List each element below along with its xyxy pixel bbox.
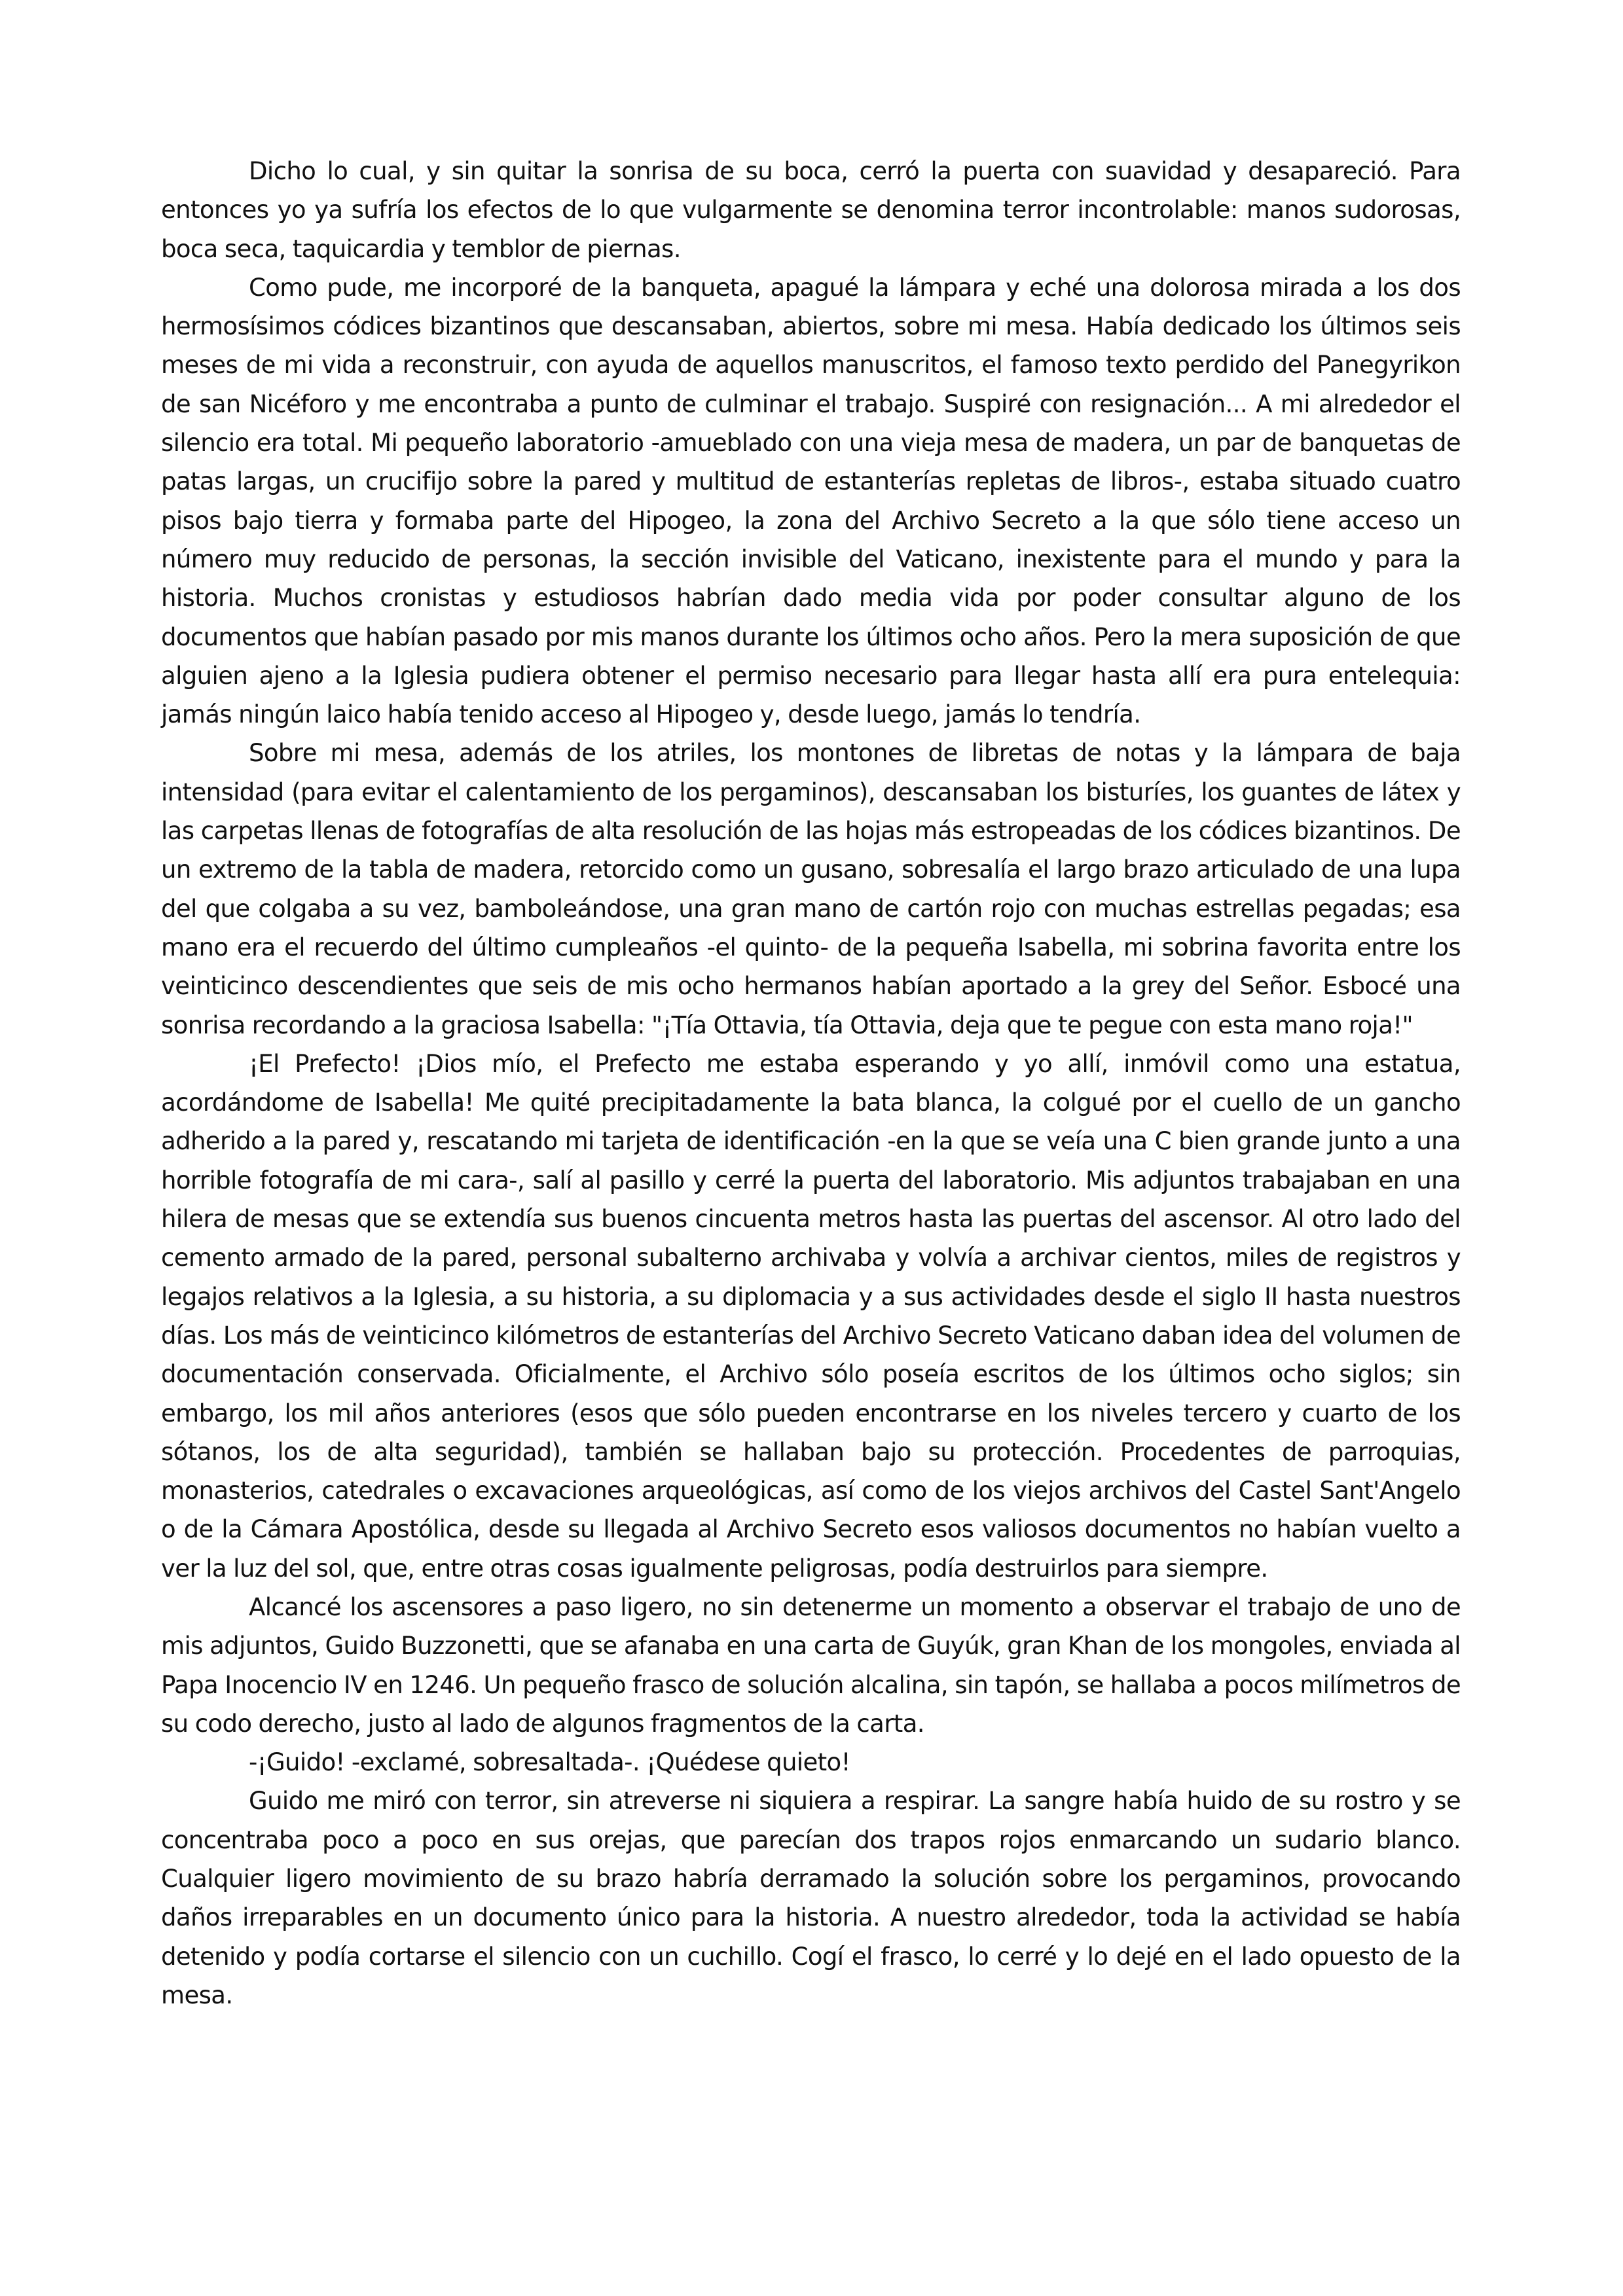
body-text	[161, 152, 1461, 2015]
paragraph-5: Alcancé los ascensores a paso ligero, no sin detenerme un momento a observar el trabajo de uno de mis adjuntos, Guido Buzzonetti, que se afanaba en una carta de Guyúk, gran Khan de los mongoles, enviada al Papa Inocencio IV en 1246. Un pequeño frasco de solución alcalina, sin tapón, se hallaba a pocos milímetros de su codo derecho, justo al lado de algunos fragmentos de la carta.	[161, 1592, 1461, 1738]
paragraph-3: Sobre mi mesa, además de los atriles, los montones de libretas de notas y la lámpara de baja intensidad (para evitar el calentamiento de los pergaminos), descansaban los bisturíes, los guantes de látex y las carpetas llenas de fotografías de alta resolución de las hojas más estropeadas de los códices bizantinos. De un extremo de la tabla de madera, retorcido como un gusano, sobresalía el largo brazo articulado de una lupa del que colgaba a su vez, bamboleándose, una gran mano de cartón rojo con muchas estrellas pegadas; esa mano era el recuerdo del último cumpleaños -el quinto- de la pequeña Isabella, mi sobrina favorita entre los veinticinco descendientes que seis de mis ocho hermanos habían aportado a la grey del Señor. Esbocé una sonrisa recordando a la graciosa Isabella: "¡Tía Ottavia, tía Ottavia, deja que te pegue con esta mano roja!"	[161, 739, 1461, 1039]
paragraph-2: Como pude, me incorporé de la banqueta, apagué la lámpara y eché una dolorosa mirada a los dos hermosísimos códices bizantinos que descansaban, abiertos, sobre mi mesa. Había dedicado los últimos seis meses de mi vida a reconstruir, con ayuda de aquellos manuscritos, el famoso texto perdido del Panegyrikon de san Nicéforo y me encontraba a punto de culminar el trabajo. Suspiré con resignación... A mi alrededor el silencio era total. Mi pequeño laboratorio -amueblado con una vieja mesa de madera, un par de banquetas de patas largas, un crucifijo sobre la pared y multitud de estanterías repletas de libros-, estaba situado cuatro pisos bajo tierra y formaba parte del Hipogeo, la zona del Archivo Secreto a la que sólo tiene acceso un número muy reducido de personas, la sección invisible del Vaticano, inexistente para el mundo y para la historia. Muchos cronistas y estudiosos habrían dado media vida por poder consultar alguno de los documentos que habían pasado por mis manos durante los últimos ocho años. Pero la mera suposición de que alguien ajeno a la Iglesia pudiera obtener el permiso necesario para llegar hasta allí era pura entelequia: jamás ningún laico había tenido acceso al Hipogeo y, desde luego, jamás lo tendría.	[161, 273, 1461, 729]
paragraph-7: Guido me miró con terror, sin atreverse ni siquiera a respirar. La sangre había huido de su rostro y se concentraba poco a poco en sus orejas, que parecían dos trapos rojos enmarcando un sudario blanco. Cualquier ligero movimiento de su brazo habría derramado la solución sobre los pergaminos, provocando daños irreparables en un documento único para la historia. A nuestro alrededor, toda la actividad se había detenido y podía cortarse el silencio con un cuchillo. Cogí el frasco, lo cerré y lo dejé en el lado opuesto de la mesa.	[161, 1787, 1461, 2009]
paragraph-1: Dicho lo cual, y sin quitar la sonrisa de su boca, cerró la puerta con suavidad y desapareció. Para entonces yo ya sufría los efectos de lo que vulgarmente se denomina terror incontrolable: manos sudorosas, boca seca, taquicardia y temblor de piernas.	[161, 157, 1461, 263]
paragraph-6: -¡Guido! -exclamé, sobresaltada-. ¡Quédese quieto!	[249, 1748, 850, 1777]
paragraph-4: ¡El Prefecto! ¡Dios mío, el Prefecto me estaba esperando y yo allí, inmóvil como una estatua, acordándome de Isabella! Me quité precipitadamente la bata blanca, la colgué por el cuello de un gancho adherido a la pared y, rescatando mi tarjeta de identificación -en la que se veía una C bien grande junto a una horrible fotografía de mi cara-, salí al pasillo y cerré la puerta del laboratorio. Mis adjuntos trabajaban en una hilera de mesas que se extendía sus buenos cincuenta metros hasta las puertas del ascensor. Al otro lado del cemento armado de la pared, personal subalterno archivaba y volvía a archivar cientos, miles de registros y legajos relativos a la Iglesia, a su historia, a su diplomacia y a sus actividades desde el siglo II hasta nuestros días. Los más de veinticinco kilómetros de estanterías del Archivo Secreto Vaticano daban idea del volumen de documentación conservada. Oficialmente, el Archivo sólo poseía escritos de los últimos ocho siglos; sin embargo, los mil años anteriores (esos que sólo pueden encontrarse en los niveles tercero y cuarto de los sótanos, los de alta seguridad), también se hallaban bajo su protección. Procedentes de parroquias, monasterios, catedrales o excavaciones arqueológicas, así como de los viejos archivos del Castel Sant'Angelo o de la Cámara Apostólica, desde su llegada al Archivo Secreto esos valiosos documentos no habían vuelto a ver la luz del sol, que, entre otras cosas igualmente peligrosas, podía destruirlos para siempre.	[161, 1049, 1461, 1583]
